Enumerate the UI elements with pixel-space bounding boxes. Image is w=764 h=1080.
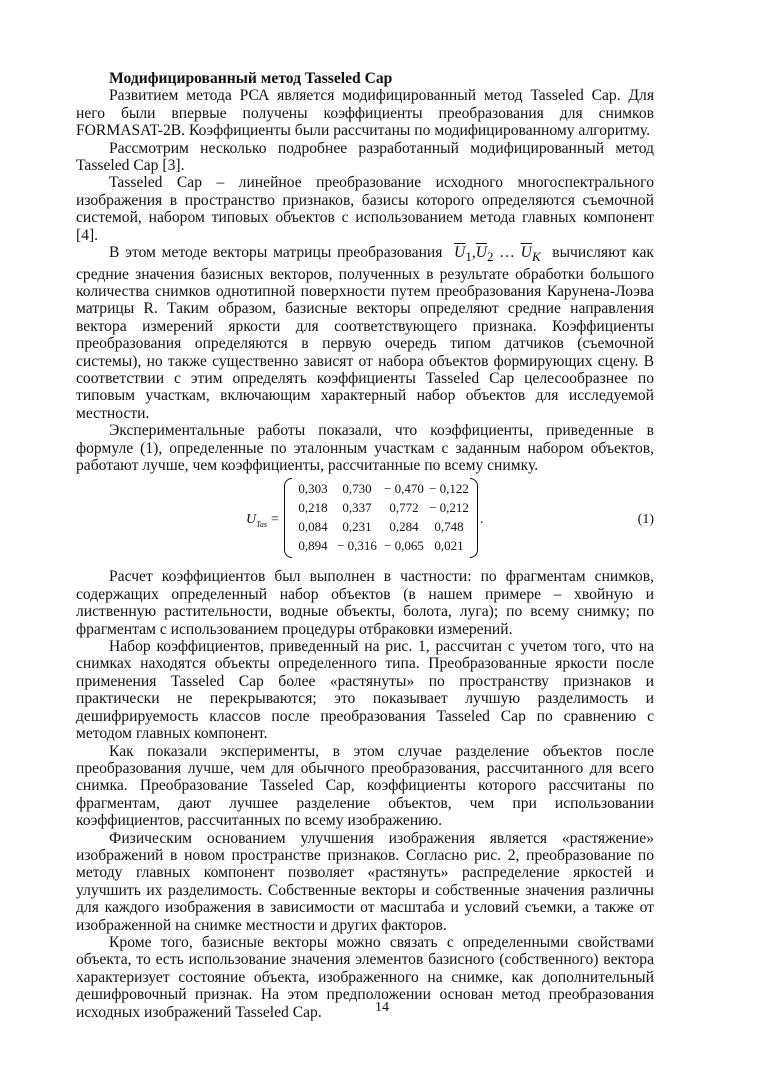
paragraph-2: Рассмотрим несколько подробнее разработанный модифицированный метод Tasseled Cap [3].	[76, 139, 654, 175]
matrix-cell: 0,730	[342, 481, 372, 497]
paragraph-4	[76, 244, 654, 422]
matrix-row	[292, 517, 470, 536]
paragraph-3: Tasseled Cap – линейное преобразование исходного многоспектрального изображения в пространство признаков, базисы которого определяются съемочной системой, набором типовых объектов с использованием метода главных компонент [4].	[76, 174, 654, 244]
paragraph-9: Физическим основанием улучшения изображения является «растяжение» изображений в новом пространстве признаков. Согласно рис. 2, преобразование по методу главных компонент позволяет «растянуть» распределение яркостей и улучшить их разделимость. Собственные векторы и собственные значения различны для каждого изображения в зависимости от масштаба и условий съемки, а также от изображенной на снимке местности и других факторов.	[76, 829, 654, 934]
coefficient-matrix	[284, 478, 478, 558]
paragraph-4-start: В этом методе векторы матрицы преобразования	[109, 244, 443, 262]
matrix-row	[292, 498, 470, 517]
page-body	[76, 70, 654, 1021]
matrix-cell: − 0,065	[384, 538, 424, 554]
formula-1	[76, 478, 654, 562]
matrix-cell: 0,231	[342, 519, 372, 535]
matrix-cell: − 0,122	[429, 481, 469, 497]
paragraph-1: Развитием метода РСА является модифицированный метод Tasseled Cap. Для него были впервые получены коэффициенты преобразования для снимков FORMASAT-2B. Коэффициенты были рассчитаны по модифицированному алгоритму.	[76, 87, 654, 140]
matrix-cell: 0,748	[434, 519, 464, 535]
matrix-left-paren	[284, 478, 292, 558]
paragraph-4-end: вычисляют как средние значения базисных векторов, полученных в результате обработки большого количества снимков однотипной поверхности путем преобразования Карунена-Лоэва матрицы R. Таким образом, базисные векторы определяют средние направления вектора измерений яркости для соответствующего признака. Коэффициенты преобразования определяются в первую очередь типом датчиков (съемочной системы), но также существенно зависят от набора объектов формирующих сцену. В соответствии с этим определять коэффициенты Tasseled Cap целесообразнее по типовым участкам, включающим характерный набор объектов для исследуемой местности.	[76, 244, 654, 422]
formula-lhs: $U_{Tas}$	[246, 512, 267, 530]
matrix-cell: 0,284	[389, 519, 419, 535]
formula-equals: =	[271, 512, 279, 528]
matrix-row	[292, 536, 470, 555]
matrix-cell: 0,337	[342, 500, 372, 516]
paragraph-5: Экспериментальные работы показали, что коэффициенты, приведенные в формуле (1), определенные по эталонным участкам с заданным набором объектов, работают лучше, чем коэффициенты, рассчитанные по всему снимку.	[76, 422, 654, 475]
matrix-cell: 0,084	[298, 519, 328, 535]
matrix-cell: 0,772	[389, 500, 419, 516]
section-heading: Модифицированный метод Tasseled Cap	[109, 70, 393, 87]
matrix-cell: − 0,212	[429, 500, 469, 516]
paragraph-6: Расчет коэффициентов был выполнен в частности: по фрагментам снимков, содержащих определенный набор объектов (в нашем примере – хвойную и лиственную растительности, водные объекты, болота, луга); по всему снимку; по фрагментам с использованием процедуры отбраковки измерений.	[76, 568, 654, 638]
matrix-right-paren	[470, 478, 478, 558]
matrix-cell: 0,218	[298, 500, 328, 516]
formula-number: (1)	[637, 512, 654, 528]
matrix-row	[292, 479, 470, 498]
formula-period: .	[480, 512, 484, 528]
paragraph-7: Набор коэффициентов, приведенный на рис. 1, рассчитан с учетом того, что на снимках находятся объекты определенного типа. Преобразованные яркости после применения Tasseled Cap более «растянуты» по пространству признаков и практически не перекрываются; это показывает лучшую разделимость и дешифрируемость классов после преобразования Tasseled Cap по сравнению с методом главных компонент.	[76, 638, 654, 743]
matrix-cell: − 0,316	[337, 538, 377, 554]
matrix-cell: 0,894	[298, 538, 328, 554]
vector-list: $\overline{U}_1,\overline{U}_2$ … $\overline{U}_K$	[454, 244, 541, 265]
paragraph-8: Как показали эксперименты, в этом случае разделение объектов после преобразования лучше, чем для обычного преобразования, рассчитанного для всего снимка. Преобразование Tasseled Cap, коэффициенты которого рассчитаны по фрагментам, дают лучшее разделение объектов, чем при использовании коэффициентов, рассчитанных по всему изображению.	[76, 742, 654, 830]
page-number: 14	[375, 1000, 389, 1015]
paragraph-10: Кроме того, базисные векторы можно связать с определенными свойствами объекта, то есть использование значения элементов базисного (собственного) вектора характеризует состояние объекта, изображенного на снимке, как дополнительный дешифровочный признак. На этом предположении основан метод преобразования исходных изображений Tasseled Cap.	[76, 933, 654, 1021]
matrix-cell: 0,303	[298, 481, 328, 497]
matrix-cell: 0,021	[434, 538, 464, 554]
matrix-cell: − 0,470	[384, 481, 424, 497]
